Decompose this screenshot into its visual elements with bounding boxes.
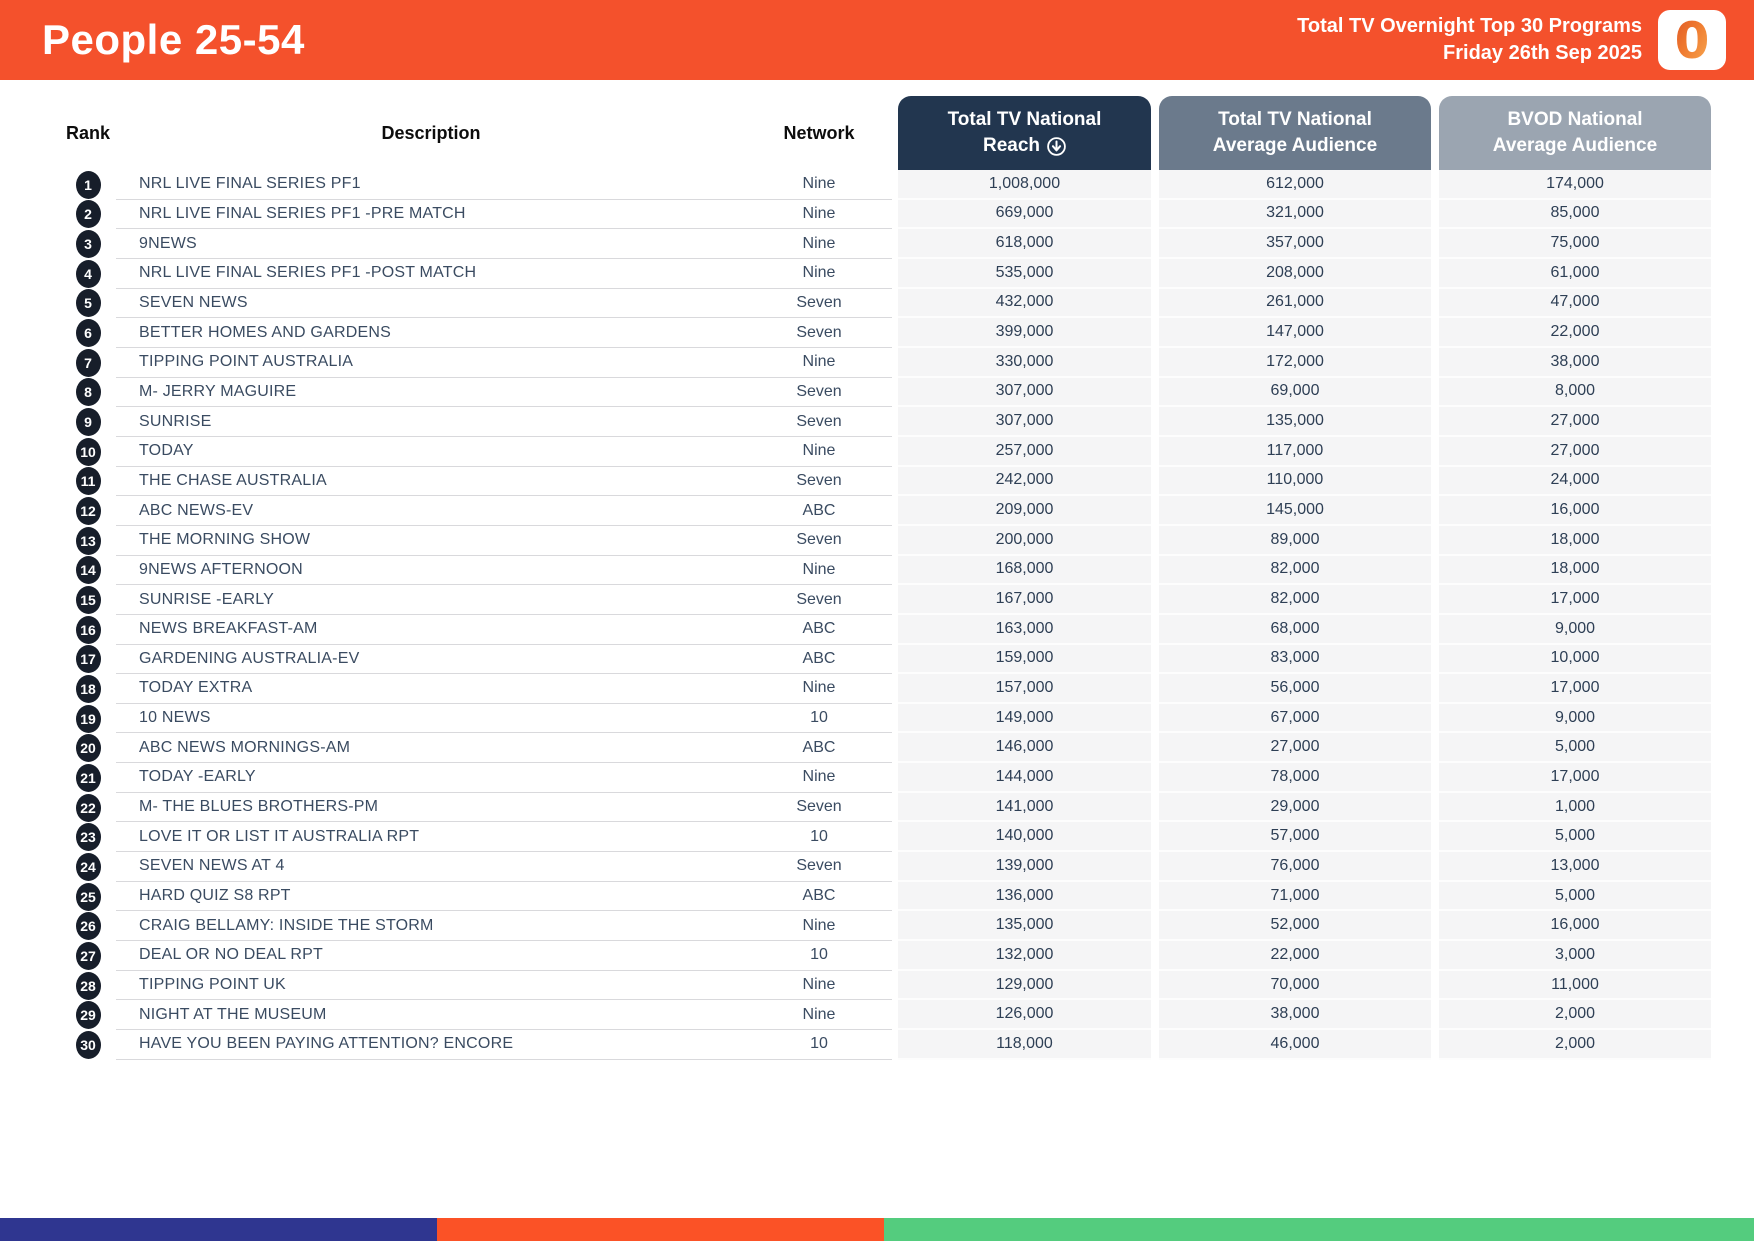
rank-cell	[60, 585, 116, 615]
bvod-avg-audience-cell: 1,000	[1439, 793, 1711, 823]
total-tv-avg-audience-cell: 83,000	[1159, 645, 1431, 675]
rank-badge: 20	[76, 734, 101, 762]
total-tv-reach-cell: 399,000	[898, 318, 1151, 348]
rank-cell	[60, 200, 116, 230]
total-tv-avg-audience-cell: 147,000	[1159, 318, 1431, 348]
footer-tricolor-bar	[0, 1218, 1754, 1241]
total-tv-reach-cell: 157,000	[898, 674, 1151, 704]
rank-badge: 29	[76, 1001, 101, 1029]
network-cell: Nine	[746, 674, 892, 704]
total-tv-avg-audience-cell: 52,000	[1159, 911, 1431, 941]
total-tv-avg-audience-cell: 67,000	[1159, 704, 1431, 734]
col-header-bvod-avg-audience	[1439, 96, 1711, 170]
total-tv-reach-cell: 146,000	[898, 733, 1151, 763]
table-row	[60, 170, 1711, 200]
description-cell: SUNRISE -EARLY	[116, 585, 746, 615]
bvod-avg-audience-cell: 27,000	[1439, 407, 1711, 437]
total-tv-reach-cell: 209,000	[898, 496, 1151, 526]
description-cell: M- THE BLUES BROTHERS-PM	[116, 793, 746, 823]
rank-cell	[60, 1000, 116, 1030]
network-cell: ABC	[746, 882, 892, 912]
total-tv-avg-audience-cell: 76,000	[1159, 852, 1431, 882]
description-cell: TIPPING POINT AUSTRALIA	[116, 348, 746, 378]
total-tv-reach-cell: 136,000	[898, 882, 1151, 912]
total-tv-avg-audience-cell: 261,000	[1159, 289, 1431, 319]
rank-badge: 22	[76, 794, 101, 822]
total-tv-avg-audience-cell: 69,000	[1159, 378, 1431, 408]
total-tv-reach-cell: 1,008,000	[898, 170, 1151, 200]
total-tv-avg-audience-cell: 29,000	[1159, 793, 1431, 823]
rank-badge: 4	[76, 260, 101, 288]
rank-badge: 2	[76, 200, 101, 228]
total-tv-avg-audience-cell: 145,000	[1159, 496, 1431, 526]
bvod-avg-audience-cell: 22,000	[1439, 318, 1711, 348]
description-cell: NRL LIVE FINAL SERIES PF1 -POST MATCH	[116, 259, 746, 289]
rank-badge: 28	[76, 972, 101, 1000]
bvod-avg-audience-cell: 75,000	[1439, 229, 1711, 259]
report-subtitle	[1297, 13, 1642, 67]
page-title: People 25-54	[42, 16, 305, 63]
total-tv-reach-cell: 140,000	[898, 822, 1151, 852]
rank-cell	[60, 437, 116, 467]
total-tv-avg-audience-cell: 70,000	[1159, 971, 1431, 1001]
rank-badge: 25	[76, 883, 101, 911]
network-cell: ABC	[746, 615, 892, 645]
banner-right	[1297, 10, 1726, 70]
reach-header-line1: Total TV National	[947, 109, 1102, 130]
bvod-avg-audience-cell: 5,000	[1439, 733, 1711, 763]
total-tv-avg-audience-cell: 208,000	[1159, 259, 1431, 289]
svg-text:0: 0	[1674, 14, 1710, 66]
bvod-avg-audience-cell: 11,000	[1439, 971, 1711, 1001]
rank-cell	[60, 378, 116, 408]
bvod-header-line2: Average Audience	[1492, 135, 1658, 156]
description-cell: SEVEN NEWS AT 4	[116, 852, 746, 882]
total-tv-reach-cell: 139,000	[898, 852, 1151, 882]
description-cell: LOVE IT OR LIST IT AUSTRALIA RPT	[116, 822, 746, 852]
table-row	[60, 822, 1711, 852]
description-cell: NRL LIVE FINAL SERIES PF1 -PRE MATCH	[116, 200, 746, 230]
report-subtitle-line1: Total TV Overnight Top 30 Programs	[1297, 15, 1642, 37]
bvod-avg-audience-cell: 5,000	[1439, 822, 1711, 852]
rank-badge: 21	[76, 764, 101, 792]
table-row	[60, 882, 1711, 912]
footer-bar-orange-segment	[437, 1218, 884, 1241]
rank-cell	[60, 556, 116, 586]
description-cell: SUNRISE	[116, 407, 746, 437]
top-banner	[0, 0, 1754, 80]
rank-badge: 13	[76, 527, 101, 555]
description-cell: ABC NEWS MORNINGS-AM	[116, 733, 746, 763]
rank-cell	[60, 941, 116, 971]
oztam-logo	[1658, 10, 1726, 70]
network-cell: Nine	[746, 200, 892, 230]
network-cell: Nine	[746, 229, 892, 259]
network-cell: Seven	[746, 318, 892, 348]
bvod-avg-audience-cell: 17,000	[1439, 674, 1711, 704]
total-tv-reach-cell: 141,000	[898, 793, 1151, 823]
description-cell: 9NEWS	[116, 229, 746, 259]
bvod-header-line1: BVOD National	[1507, 109, 1643, 130]
total-tv-reach-cell: 167,000	[898, 585, 1151, 615]
table-row	[60, 437, 1711, 467]
rank-badge: 8	[76, 378, 101, 406]
total-tv-reach-cell: 144,000	[898, 763, 1151, 793]
table-row	[60, 348, 1711, 378]
description-cell: TODAY	[116, 437, 746, 467]
rank-cell	[60, 229, 116, 259]
table-row	[60, 852, 1711, 882]
rank-badge: 27	[76, 942, 101, 970]
network-cell: Seven	[746, 585, 892, 615]
bvod-avg-audience-cell: 8,000	[1439, 378, 1711, 408]
table-row	[60, 763, 1711, 793]
rank-cell	[60, 259, 116, 289]
description-cell: HARD QUIZ S8 RPT	[116, 882, 746, 912]
bvod-avg-audience-cell: 24,000	[1439, 467, 1711, 497]
bvod-avg-audience-cell: 10,000	[1439, 645, 1711, 675]
total-tv-reach-cell: 135,000	[898, 911, 1151, 941]
rank-badge: 16	[76, 616, 101, 644]
description-cell: NEWS BREAKFAST-AM	[116, 615, 746, 645]
rank-badge: 1	[76, 171, 101, 199]
network-cell: Nine	[746, 971, 892, 1001]
bvod-avg-audience-cell: 17,000	[1439, 585, 1711, 615]
network-cell: ABC	[746, 496, 892, 526]
total-tv-reach-cell: 118,000	[898, 1030, 1151, 1060]
bvod-avg-audience-cell: 3,000	[1439, 941, 1711, 971]
bvod-avg-audience-cell: 9,000	[1439, 704, 1711, 734]
description-cell: 10 NEWS	[116, 704, 746, 734]
bvod-avg-audience-cell: 2,000	[1439, 1030, 1711, 1060]
rank-badge: 5	[76, 289, 101, 317]
rank-badge: 7	[76, 349, 101, 377]
rank-cell	[60, 645, 116, 675]
rank-cell	[60, 793, 116, 823]
total-tv-reach-cell: 200,000	[898, 526, 1151, 556]
total-tv-reach-cell: 618,000	[898, 229, 1151, 259]
bvod-avg-audience-cell: 16,000	[1439, 911, 1711, 941]
total-tv-avg-audience-cell: 27,000	[1159, 733, 1431, 763]
description-cell: HAVE YOU BEEN PAYING ATTENTION? ENCORE	[116, 1030, 746, 1060]
bvod-avg-audience-cell: 18,000	[1439, 556, 1711, 586]
table-row	[60, 289, 1711, 319]
network-cell: Seven	[746, 526, 892, 556]
total-tv-reach-cell: 132,000	[898, 941, 1151, 971]
table-row	[60, 733, 1711, 763]
rank-badge: 9	[76, 408, 101, 436]
bvod-avg-audience-cell: 2,000	[1439, 1000, 1711, 1030]
total-tv-avg-audience-cell: 172,000	[1159, 348, 1431, 378]
network-cell: ABC	[746, 733, 892, 763]
total-tv-avg-audience-cell: 68,000	[1159, 615, 1431, 645]
col-header-rank: Rank	[65, 122, 110, 143]
rank-cell	[60, 733, 116, 763]
rank-cell	[60, 289, 116, 319]
description-cell: GARDENING AUSTRALIA-EV	[116, 645, 746, 675]
footer-bar-blue-segment	[0, 1218, 437, 1241]
table-row	[60, 585, 1711, 615]
description-cell: TIPPING POINT UK	[116, 971, 746, 1001]
total-tv-reach-cell: 159,000	[898, 645, 1151, 675]
total-tv-reach-cell: 535,000	[898, 259, 1151, 289]
network-cell: Nine	[746, 348, 892, 378]
rank-badge: 26	[76, 912, 101, 940]
bvod-avg-audience-cell: 13,000	[1439, 852, 1711, 882]
col-header-description: Description	[381, 122, 481, 143]
table-rows	[60, 170, 1711, 1060]
rank-badge: 11	[76, 467, 101, 495]
table-row	[60, 496, 1711, 526]
network-cell: 10	[746, 704, 892, 734]
rank-cell	[60, 467, 116, 497]
total-tv-reach-cell: 149,000	[898, 704, 1151, 734]
bvod-avg-audience-cell: 174,000	[1439, 170, 1711, 200]
network-cell: 10	[746, 1030, 892, 1060]
col-header-total-tv-reach[interactable]	[898, 96, 1151, 170]
rank-badge: 10	[76, 438, 101, 466]
table-row	[60, 467, 1711, 497]
description-cell: CRAIG BELLAMY: INSIDE THE STORM	[116, 911, 746, 941]
col-header-network: Network	[783, 122, 855, 143]
table-row	[60, 1000, 1711, 1030]
bvod-avg-audience-cell: 16,000	[1439, 496, 1711, 526]
total-tv-avg-audience-cell: 71,000	[1159, 882, 1431, 912]
network-cell: Nine	[746, 259, 892, 289]
table-row	[60, 674, 1711, 704]
total-tv-reach-cell: 168,000	[898, 556, 1151, 586]
total-tv-avg-audience-cell: 56,000	[1159, 674, 1431, 704]
table-row	[60, 645, 1711, 675]
network-cell: Nine	[746, 1000, 892, 1030]
total-tv-avg-audience-cell: 110,000	[1159, 467, 1431, 497]
total-tv-avg-audience-cell: 82,000	[1159, 585, 1431, 615]
network-cell: Nine	[746, 170, 892, 200]
description-cell: 9NEWS AFTERNOON	[116, 556, 746, 586]
rank-badge: 23	[76, 823, 101, 851]
rank-cell	[60, 1030, 116, 1060]
rank-badge: 19	[76, 705, 101, 733]
description-cell: TODAY -EARLY	[116, 763, 746, 793]
total-tv-avg-audience-cell: 57,000	[1159, 822, 1431, 852]
network-cell: Nine	[746, 556, 892, 586]
network-cell: 10	[746, 941, 892, 971]
table-header-row	[60, 96, 1711, 170]
report-subtitle-line2: Friday 26th Sep 2025	[1443, 42, 1642, 64]
rank-cell	[60, 674, 116, 704]
rank-cell	[60, 526, 116, 556]
bvod-avg-audience-cell: 9,000	[1439, 615, 1711, 645]
reach-header-line2: Reach	[982, 135, 1041, 156]
rank-badge: 3	[76, 230, 101, 258]
description-cell: THE MORNING SHOW	[116, 526, 746, 556]
table-row	[60, 911, 1711, 941]
rank-badge: 18	[76, 675, 101, 703]
total-tv-reach-cell: 163,000	[898, 615, 1151, 645]
total-tv-avg-audience-cell: 89,000	[1159, 526, 1431, 556]
network-cell: Seven	[746, 289, 892, 319]
total-tv-reach-cell: 257,000	[898, 437, 1151, 467]
rank-cell	[60, 615, 116, 645]
total-tv-avg-audience-cell: 82,000	[1159, 556, 1431, 586]
table-row	[60, 259, 1711, 289]
bvod-avg-audience-cell: 38,000	[1439, 348, 1711, 378]
rank-badge: 24	[76, 853, 101, 881]
total-tv-avg-audience-cell: 117,000	[1159, 437, 1431, 467]
bvod-avg-audience-cell: 17,000	[1439, 763, 1711, 793]
total-tv-avg-audience-cell: 321,000	[1159, 200, 1431, 230]
rank-cell	[60, 318, 116, 348]
avg-header-line1: Total TV National	[1218, 109, 1372, 130]
description-cell: SEVEN NEWS	[116, 289, 746, 319]
oztam-logo-icon	[1666, 14, 1718, 66]
col-header-total-tv-avg-audience	[1159, 96, 1431, 170]
network-cell: Seven	[746, 852, 892, 882]
total-tv-reach-cell: 669,000	[898, 200, 1151, 230]
description-cell: DEAL OR NO DEAL RPT	[116, 941, 746, 971]
bvod-avg-audience-cell: 85,000	[1439, 200, 1711, 230]
table-row	[60, 318, 1711, 348]
total-tv-avg-audience-cell: 38,000	[1159, 1000, 1431, 1030]
network-cell: Seven	[746, 407, 892, 437]
description-cell: NRL LIVE FINAL SERIES PF1	[116, 170, 746, 200]
total-tv-reach-cell: 330,000	[898, 348, 1151, 378]
total-tv-avg-audience-cell: 46,000	[1159, 1030, 1431, 1060]
table-row	[60, 704, 1711, 734]
footer-bar-green-segment	[884, 1218, 1754, 1241]
rank-cell	[60, 971, 116, 1001]
table-row	[60, 556, 1711, 586]
total-tv-reach-cell: 307,000	[898, 407, 1151, 437]
description-cell: M- JERRY MAGUIRE	[116, 378, 746, 408]
rank-cell	[60, 822, 116, 852]
rank-cell	[60, 348, 116, 378]
description-cell: NIGHT AT THE MUSEUM	[116, 1000, 746, 1030]
total-tv-reach-cell: 129,000	[898, 971, 1151, 1001]
total-tv-reach-cell: 432,000	[898, 289, 1151, 319]
rank-cell	[60, 170, 116, 200]
network-cell: 10	[746, 822, 892, 852]
table-row	[60, 407, 1711, 437]
bvod-avg-audience-cell: 27,000	[1439, 437, 1711, 467]
table-row	[60, 526, 1711, 556]
rank-badge: 15	[76, 586, 101, 614]
rank-badge: 17	[76, 645, 101, 673]
description-cell: ABC NEWS-EV	[116, 496, 746, 526]
rank-cell	[60, 852, 116, 882]
avg-header-line2: Average Audience	[1212, 135, 1378, 156]
top30-table	[60, 96, 1711, 1060]
table-row	[60, 1030, 1711, 1060]
description-cell: THE CHASE AUSTRALIA	[116, 467, 746, 497]
table-row	[60, 229, 1711, 259]
rank-cell	[60, 704, 116, 734]
table-row	[60, 971, 1711, 1001]
total-tv-avg-audience-cell: 22,000	[1159, 941, 1431, 971]
bvod-avg-audience-cell: 47,000	[1439, 289, 1711, 319]
rank-cell	[60, 763, 116, 793]
table-row	[60, 793, 1711, 823]
rank-cell	[60, 911, 116, 941]
rank-cell	[60, 407, 116, 437]
total-tv-reach-cell: 242,000	[898, 467, 1151, 497]
sort-descending-icon[interactable]	[1047, 137, 1066, 156]
total-tv-avg-audience-cell: 612,000	[1159, 170, 1431, 200]
network-cell: Seven	[746, 378, 892, 408]
table-row	[60, 378, 1711, 408]
bvod-avg-audience-cell: 61,000	[1439, 259, 1711, 289]
rank-badge: 6	[76, 319, 101, 347]
table-row	[60, 200, 1711, 230]
network-cell: ABC	[746, 645, 892, 675]
network-cell: Seven	[746, 467, 892, 497]
total-tv-avg-audience-cell: 78,000	[1159, 763, 1431, 793]
total-tv-reach-cell: 126,000	[898, 1000, 1151, 1030]
rank-cell	[60, 496, 116, 526]
network-cell: Nine	[746, 763, 892, 793]
description-cell: TODAY EXTRA	[116, 674, 746, 704]
total-tv-avg-audience-cell: 135,000	[1159, 407, 1431, 437]
bvod-avg-audience-cell: 5,000	[1439, 882, 1711, 912]
bvod-avg-audience-cell: 18,000	[1439, 526, 1711, 556]
network-cell: Nine	[746, 911, 892, 941]
description-cell: BETTER HOMES AND GARDENS	[116, 318, 746, 348]
table-row	[60, 941, 1711, 971]
network-cell: Seven	[746, 793, 892, 823]
network-cell: Nine	[746, 437, 892, 467]
rank-badge: 14	[76, 556, 101, 584]
table-row	[60, 615, 1711, 645]
rank-badge: 30	[76, 1031, 101, 1059]
rank-badge: 12	[76, 497, 101, 525]
total-tv-avg-audience-cell: 357,000	[1159, 229, 1431, 259]
total-tv-reach-cell: 307,000	[898, 378, 1151, 408]
rank-cell	[60, 882, 116, 912]
